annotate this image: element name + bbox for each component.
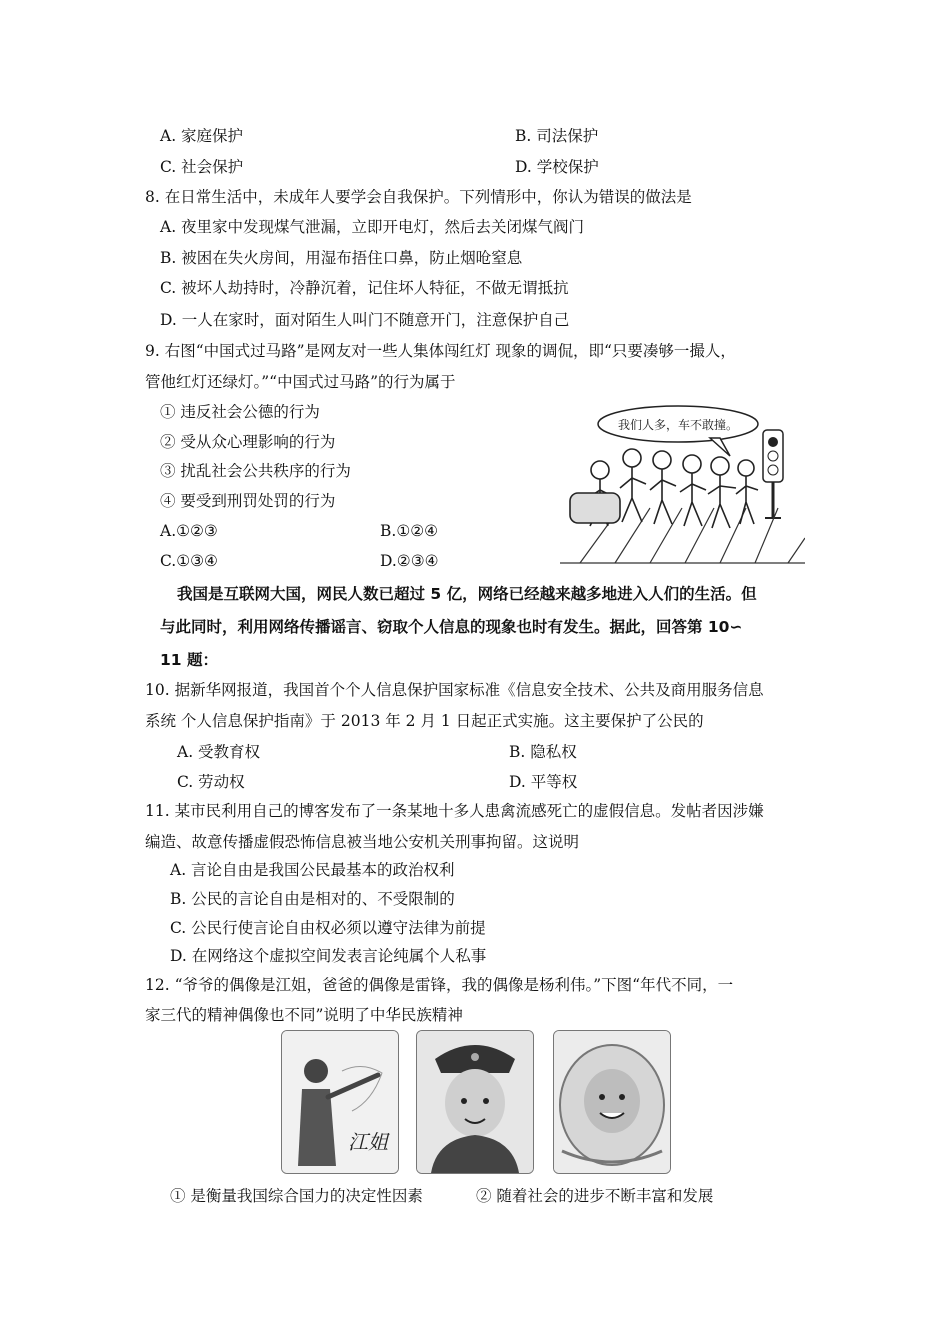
q11-option-a: A. 言论自由是我国公民最基本的政治权利 xyxy=(170,861,455,879)
q11-option-d: D. 在网络这个虚拟空间发表言论纯属个人私事 xyxy=(170,947,487,965)
q10-option-b: B. 隐私权 xyxy=(509,743,577,761)
q9-option-b: B.①②④ xyxy=(380,522,439,540)
q8-option-c: C. 被坏人劫持时，冷静沉着，记住坏人特征，不做无谓抵抗 xyxy=(160,279,569,297)
passage-line1: 我国是互联网大国，网民人数已超过 5 亿，网络已经越来越多地进入人们的生活。但 xyxy=(177,585,757,603)
q11-stem-line2: 编造、故意传播虚假恐怖信息被当地公安机关刑事拘留。这说明 xyxy=(145,833,580,851)
q11-option-b: B. 公民的言论自由是相对的、不受限制的 xyxy=(170,890,455,908)
q10-stem-line2: 系统 个人信息保护指南》于 2013 年 2 月 1 日起正式实施。这主要保护了公民的 xyxy=(145,712,704,730)
q10-option-d: D. 平等权 xyxy=(509,773,578,791)
q12-item-1: ① 是衡量我国综合国力的决定性因素 xyxy=(170,1187,423,1205)
crossing-cartoon xyxy=(560,398,805,568)
q7-option-c: C. 社会保护 xyxy=(160,158,244,176)
passage-line3: 11 题： xyxy=(160,651,218,669)
q12-item-2: ② 随着社会的进步不断丰富和发展 xyxy=(476,1187,714,1205)
photo-lei-feng xyxy=(416,1030,534,1174)
q11-stem-line1: 11. 某市民利用自己的博客发布了一条某地十多人患禽流感死亡的虚假信息。发帖者因涉嫌 xyxy=(145,802,764,820)
passage-line2: 与此同时，利用网络传播谣言、窃取个人信息的现象也时有发生。据此，回答第 10∽ xyxy=(160,618,743,636)
photo-jiang-jie xyxy=(281,1030,399,1174)
photo-yang-liwei xyxy=(553,1030,671,1174)
q7-option-d: D. 学校保护 xyxy=(515,158,599,176)
q8-stem: 8. 在日常生活中，未成年人要学会自我保护。下列情形中，你认为错误的做法是 xyxy=(145,188,692,206)
q8-option-d: D. 一人在家时，面对陌生人叫门不随意开门，注意保护自己 xyxy=(160,311,570,329)
q9-option-c: C.①③④ xyxy=(160,552,218,570)
q9-item-4: ④ 要受到刑罚处罚的行为 xyxy=(160,492,336,510)
q9-item-3: ③ 扰乱社会公共秩序的行为 xyxy=(160,462,351,480)
q9-option-a: A.①②③ xyxy=(160,522,218,540)
q9-item-1: ① 违反社会公德的行为 xyxy=(160,403,320,421)
q9-option-d: D.②③④ xyxy=(380,552,439,570)
q8-option-b: B. 被困在失火房间，用湿布捂住口鼻，防止烟呛窒息 xyxy=(160,249,523,267)
q10-option-c: C. 劳动权 xyxy=(177,773,245,791)
cartoon-caption: 我们人多，车不敢撞。 xyxy=(617,418,739,432)
photo1-signature: 江姐 xyxy=(348,1130,388,1154)
q10-stem-line1: 10. 据新华网报道，我国首个个人信息保护国家标准《信息安全技术、公共及商用服务信息 xyxy=(145,681,764,699)
q7-option-a: A. 家庭保护 xyxy=(160,127,244,145)
q9-stem-line2: 管他红灯还绿灯。”“中国式过马路”的行为属于 xyxy=(145,373,456,391)
q9-item-2: ② 受从众心理影响的行为 xyxy=(160,433,336,451)
q12-stem-line2: 家三代的精神偶像也不同”说明了中华民族精神 xyxy=(145,1006,463,1024)
q10-option-a: A. 受教育权 xyxy=(177,743,261,761)
q8-option-a: A. 夜里家中发现煤气泄漏，立即开电灯，然后去关闭煤气阀门 xyxy=(160,218,585,236)
q11-option-c: C. 公民行使言论自由权必须以遵守法律为前提 xyxy=(170,919,486,937)
q9-stem-line1: 9. 右图“中国式过马路”是网友对一些人集体闯红灯 现象的调侃，即“只要凑够一撮人， xyxy=(145,342,736,360)
q7-option-b: B. 司法保护 xyxy=(515,127,599,145)
q12-stem-line1: 12. “爷爷的偶像是江姐，爸爸的偶像是雷锋，我的偶像是杨利伟。”下图“年代不同，一 xyxy=(145,976,734,994)
